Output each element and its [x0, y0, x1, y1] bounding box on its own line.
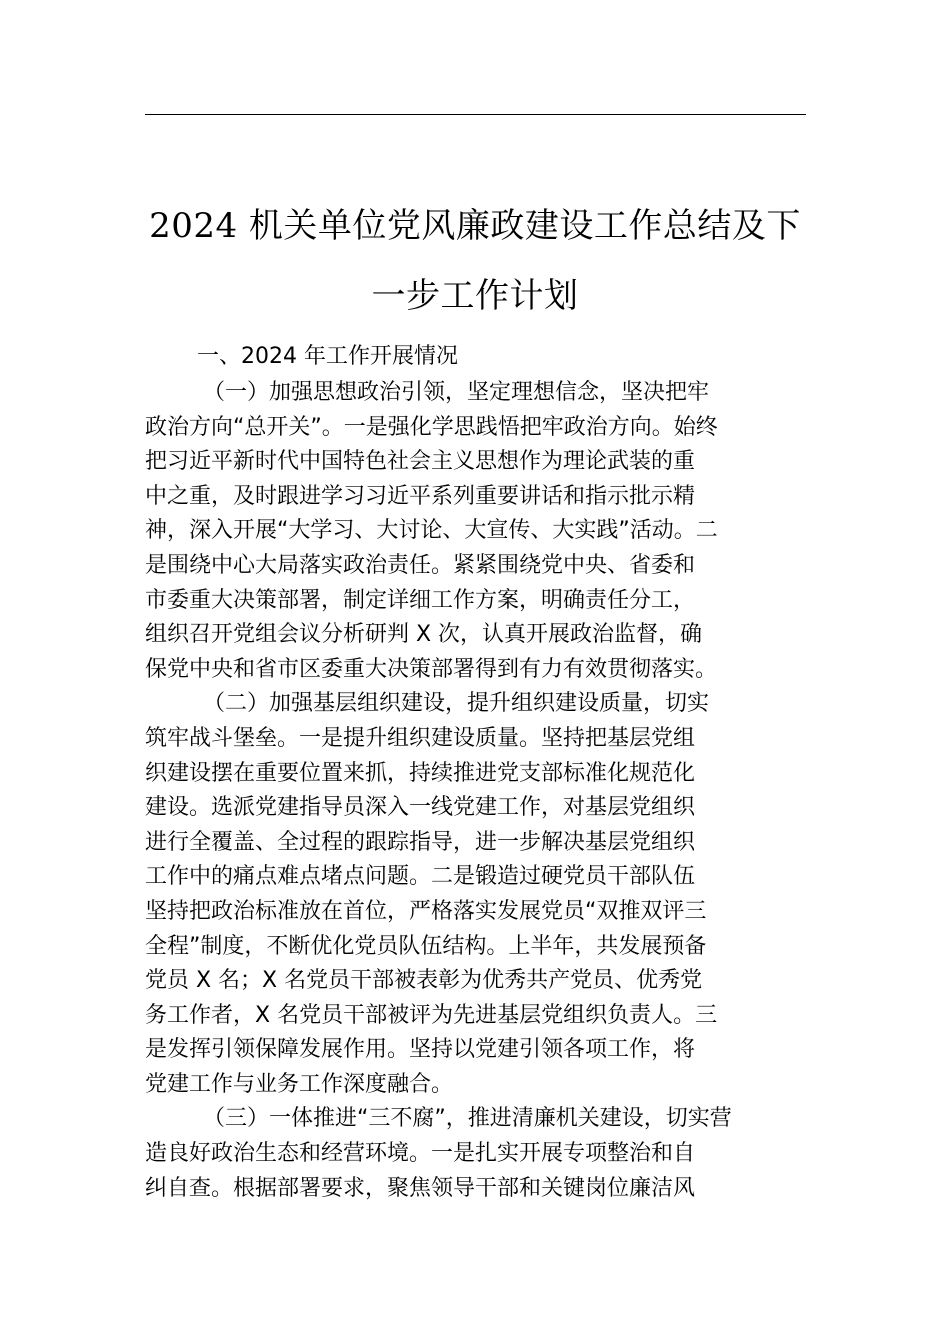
title-line: 2024 机关单位党风廉政建设工作总结及下: [149, 205, 801, 246]
section-heading: 一、2024 年工作开展情况: [197, 344, 458, 369]
text-line: （三）一体推进“三不腐”，推进清廉机关建设，切实营: [203, 1106, 732, 1132]
text-line: 坚持把政治标准放在首位，严格落实发展党员“双推双评三: [145, 898, 707, 924]
paragraph-3: [145, 1102, 807, 1206]
text-line: 是围绕中心大局落实政治责任。紧紧围绕党中央、省委和: [145, 552, 696, 578]
text-line: 组织召开党组会议分析研判 X 次，认真开展政治监督，确: [145, 622, 703, 648]
text-line: 党建工作与业务工作深度融合。: [145, 1071, 454, 1097]
text-line: 全程”制度，不断优化党员队伍结构。上半年，共发展预备: [145, 933, 707, 959]
document-body: [145, 342, 807, 1206]
document-title: [140, 191, 810, 331]
text-line: （一）加强思想政治引领，坚定理想信念，坚决把牢: [203, 380, 710, 405]
text-line: 神，深入开展“大学习、大讨论、大宣传、大实践”活动。二: [145, 518, 718, 544]
text-line: 市委重大决策部署，制定详细工作方案，明确责任分工，: [145, 587, 696, 613]
text-line: 建设。选派党建指导员深入一线党建工作，对基层党组织: [145, 795, 696, 821]
header-rule: [145, 114, 806, 115]
text-line: 纠自查。根据部署要求，聚焦领导干部和关键岗位廉洁风: [145, 1175, 696, 1201]
text-line: 织建设摆在重要位置来抓，持续推进党支部标准化规范化: [145, 760, 696, 786]
text-line: 筑牢战斗堡垒。一是提升组织建设质量。坚持把基层党组: [145, 725, 696, 751]
text-line: 保党中央和省市区委重大决策部署得到有力有效贯彻落实。: [145, 656, 718, 682]
text-line: 务工作者，X 名党员干部被评为先进基层党组织负责人。三: [145, 1002, 718, 1028]
text-line: 工作中的痛点难点堵点问题。二是锻造过硬党员干部队伍: [145, 864, 696, 890]
text-line: 政治方向“总开关”。一是强化学思践悟把牢政治方向。始终: [145, 414, 718, 440]
text-line: 是发挥引领保障发展作用。坚持以党建引领各项工作，将: [145, 1037, 696, 1063]
text-line: 党员 X 名；X 名党员干部被表彰为优秀共产党员、优秀党: [145, 968, 703, 994]
paragraph-1: [145, 376, 807, 687]
paragraph-2: [145, 687, 807, 1102]
text-line: 进行全覆盖、全过程的跟踪指导，进一步解决基层党组织: [145, 829, 696, 855]
title-line: 一步工作计划: [371, 275, 579, 316]
text-line: 造良好政治生态和经营环境。一是扎实开展专项整治和自: [145, 1141, 696, 1167]
text-line: （二）加强基层组织建设，提升组织建设质量，切实: [203, 691, 710, 717]
text-line: 中之重，及时跟进学习习近平系列重要讲话和指示批示精: [145, 483, 696, 509]
text-line: 把习近平新时代中国特色社会主义思想作为理论武装的重: [145, 449, 696, 475]
